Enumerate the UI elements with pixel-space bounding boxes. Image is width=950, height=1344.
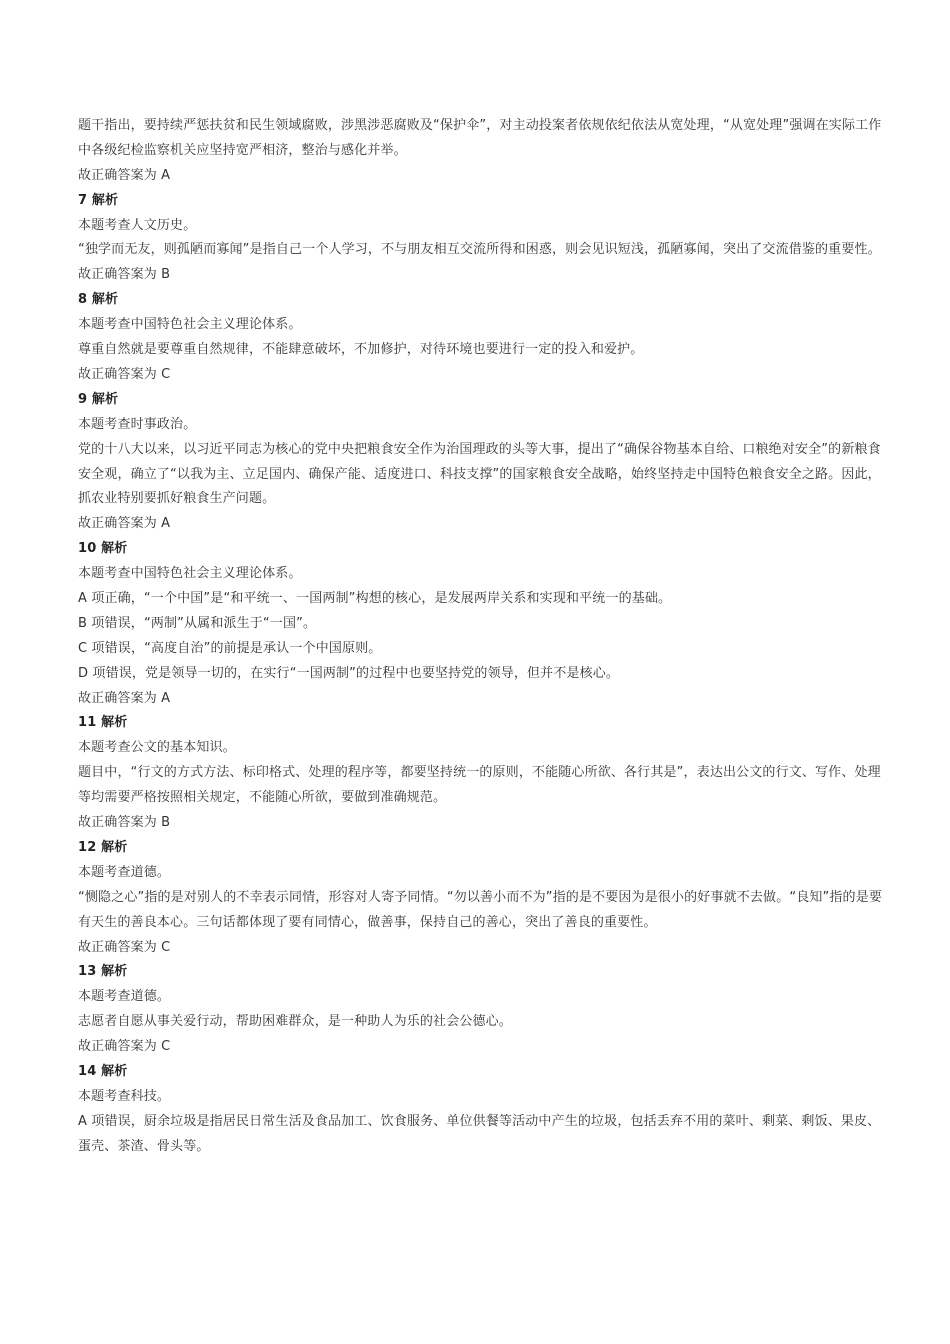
answer-line: 故正确答案为 A <box>78 167 171 183</box>
paragraph: 题目中，“行文的方式方法、标印格式、处理的程序等，都要坚持统一的原则，不能随心所欲、各行其是”，表达出公文的行文、写作、处理等均需要严格按照相关规定，不能随心所欲，要做到准确规范。 <box>78 765 881 806</box>
topic-line: 本题考查中国特色社会主义理论体系。 <box>78 317 302 333</box>
section-heading: 13 解析 <box>78 964 128 980</box>
paragraph: 志愿者自愿从事关爱行动，帮助困难群众，是一种助人为乐的社会公德心。 <box>78 1014 512 1030</box>
topic-line: 本题考查道德。 <box>78 989 171 1005</box>
topic-line: 本题考查时事政治。 <box>78 416 197 432</box>
paragraph: “独学而无友，则孤陋而寡闻”是指自己一个人学习，不与朋友相互交流所得和困惑，则会见识短浅，孤陋寡闻，突出了交流借鉴的重要性。 <box>78 242 881 258</box>
answer-line: 故正确答案为 B <box>78 267 171 283</box>
option-b-line: B 项错误，“两制”从属和派生于“一国”。 <box>78 615 317 631</box>
topic-line: 本题考查公文的基本知识。 <box>78 740 236 756</box>
topic-line: 本题考查道德。 <box>78 864 171 880</box>
section-heading: 9 解析 <box>78 391 119 407</box>
answer-line: 故正确答案为 B <box>78 815 171 831</box>
topic-line: 本题考查中国特色社会主义理论体系。 <box>78 566 302 582</box>
paragraph: 党的十八大以来，以习近平同志为核心的党中央把粮食安全作为治国理政的头等大事，提出了“确保谷物基本自给、口粮绝对安全”的新粮食安全观，确立了“以我为主、立足国内、确保产能、适度进口、科技支撑”的国家粮食安全战略，始终坚持走中国特色粮食安全之路。因此，抓农业特别要抓好粮食生产问题。 <box>78 441 881 507</box>
option-c-line: C 项错误，“高度自治”的前提是承认一个中国原则。 <box>78 640 382 656</box>
section-heading: 8 解析 <box>78 292 119 308</box>
answer-line: 故正确答案为 C <box>78 1039 171 1055</box>
paragraph: 题干指出，要持续严惩扶贫和民生领域腐败，涉黑涉恶腐败及“保护伞”，对主动投案者依规依纪依法从宽处理，“从宽处理”强调在实际工作中各级纪检监察机关应坚持宽严相济，整治与感化并举。 <box>78 118 882 158</box>
answer-line: 故正确答案为 C <box>78 939 171 955</box>
topic-line: 本题考查科技。 <box>78 1088 171 1104</box>
document-page <box>78 114 884 1160</box>
answer-line: 故正确答案为 C <box>78 366 171 382</box>
option-d-line: D 项错误，党是领导一切的，在实行“一国两制”的过程中也要坚持党的领导，但并不是核心。 <box>78 665 620 681</box>
section-heading: 11 解析 <box>78 715 128 731</box>
option-a-line: A 项错误，厨余垃圾是指居民日常生活及食品加工、饮食服务、单位供餐等活动中产生的垃圾，包括丢弃不用的菜叶、剩菜、剩饭、果皮、蛋壳、茶渣、骨头等。 <box>78 1113 881 1154</box>
section-heading: 14 解析 <box>78 1064 128 1079</box>
paragraph: 尊重自然就是要尊重自然规律，不能肆意破坏，不加修护，对待环境也要进行一定的投入和爱护。 <box>78 342 644 358</box>
paragraph: “恻隐之心”指的是对别人的不幸表示同情，形容对人寄予同情。“勿以善小而不为”指的是不要因为是很小的好事就不去做。“良知”指的是要有天生的善良本心。三句话都体现了要有同情心，做善事，保持自己的善心，突出了善良的重要性。 <box>78 889 883 930</box>
section-heading: 10 解析 <box>78 541 128 557</box>
section-heading: 7 解析 <box>78 192 119 208</box>
option-a-line: A 项正确，“一个中国”是“和平统一、一国两制”构想的核心，是发展两岸关系和实现和平统一的基础。 <box>78 591 672 607</box>
topic-line: 本题考查人文历史。 <box>78 217 197 233</box>
answer-line: 故正确答案为 A <box>78 690 171 706</box>
answer-line: 故正确答案为 A <box>78 516 171 532</box>
section-heading: 12 解析 <box>78 839 128 855</box>
